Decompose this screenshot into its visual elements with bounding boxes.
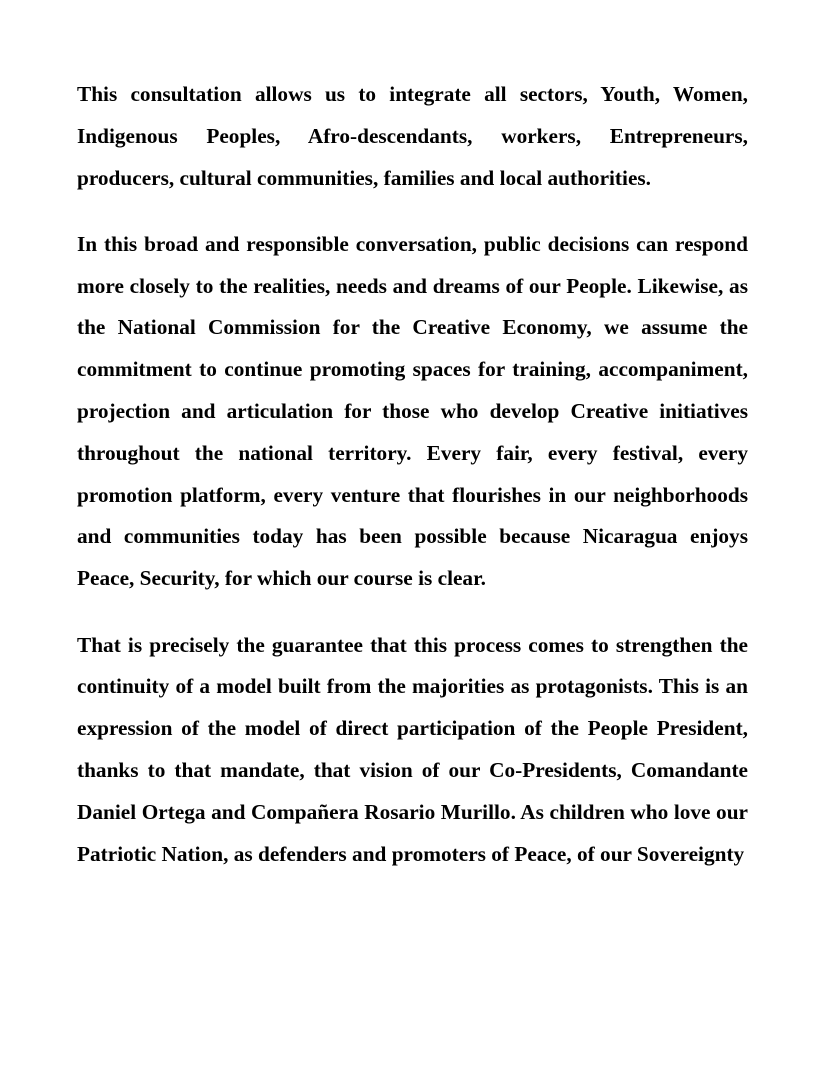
paragraph-consultation: This consultation allows us to integrate all sectors, Youth, Women, Indigenous Peoples, Afro-descendants, workers, Entrepreneurs, producers, cultural communities, families and local authorities. — [77, 82, 748, 190]
document-page — [77, 74, 748, 875]
paragraph-guarantee: That is precisely the guarantee that this process comes to strengthen the continuity of a model built from the majorities as protagonists. This is an expression of the model of direct participation of the People President, thanks to that mandate, that vision of our Co-Presidents, Comandante Daniel Ortega and Compañera Rosario Murillo. As children who love our Patriotic Nation, as defenders and promoters of Peace, of our Sovereignty — [77, 632, 748, 866]
paragraph-conversation: In this broad and responsible conversation, public decisions can respond more closely to the realities, needs and dreams of our People. Likewise, as the National Commission for the Creative Economy, we assume the commitment to continue promoting spaces for training, accompaniment, projection and articulation for those who develop Creative initiatives throughout the national territory. Every fair, every festival, every promotion platform, every venture that flourishes in our neighborhoods and communities today has been possible because Nicaragua enjoys Peace, Security, for which our course is clear. — [77, 231, 748, 591]
